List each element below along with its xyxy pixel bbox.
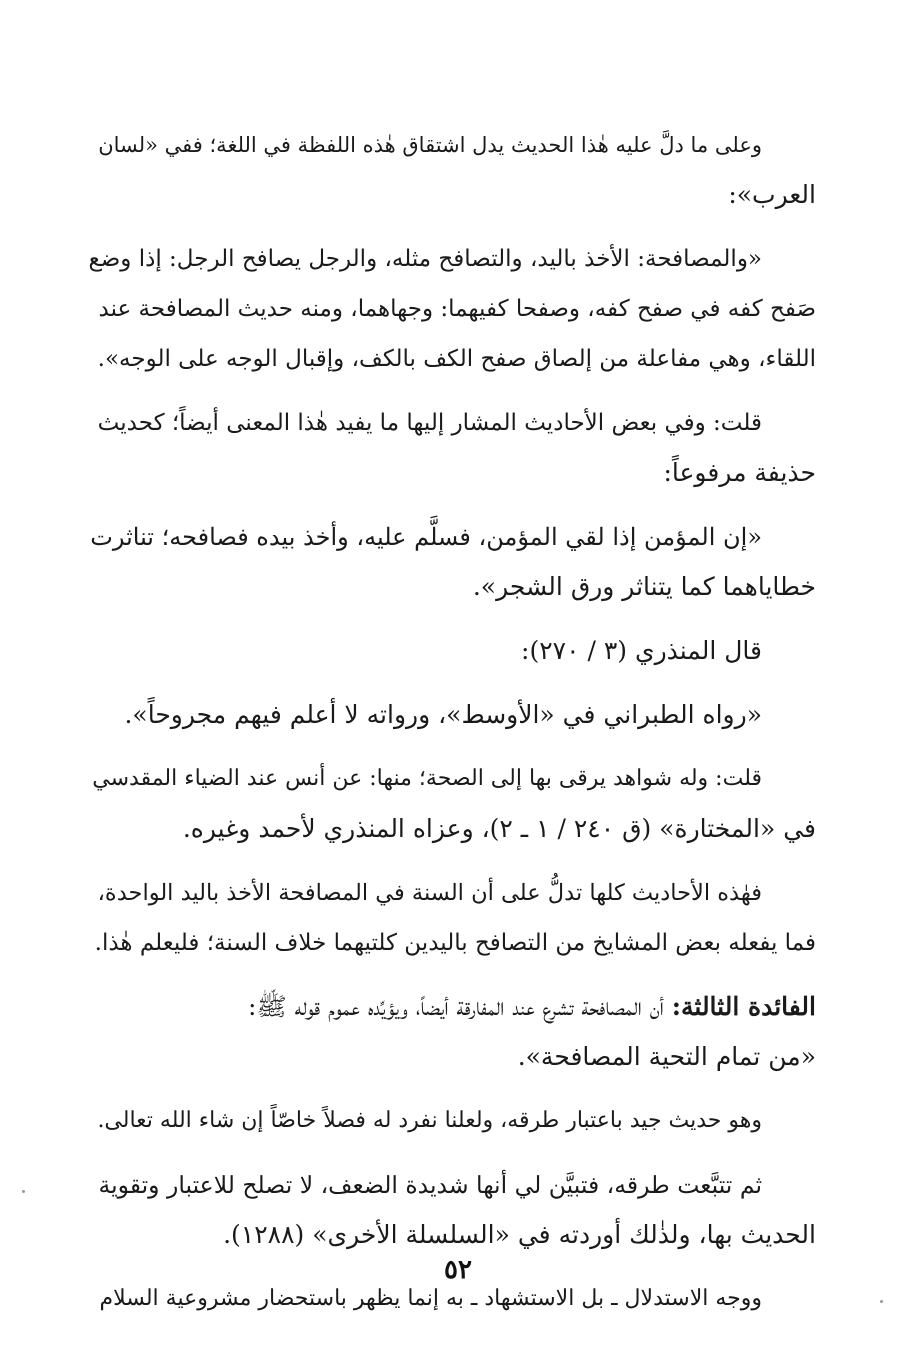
paragraph: [86, 512, 816, 612]
text-line: «رواه الطبراني في «الأوسط»، ورواته لا أعلم فيهم مجروحاً».: [124, 700, 762, 729]
text-line: وعلى ما دلَّ عليه هٰذا الحديث يدل اشتقاق هٰذه اللفظة في اللغة؛ ففي «لسان: [98, 133, 762, 157]
text-line: حذيفة مرفوعاً:: [663, 458, 816, 487]
text-line: «من تمام التحية المصافحة».: [517, 1042, 816, 1071]
paragraph: [86, 234, 816, 384]
text-line: ثم تتبَّعت طرقه، فتبيَّن لي أنها شديدة الضعف، لا تصلح للاعتبار وتقوية: [98, 1171, 762, 1199]
paragraph: [86, 1096, 816, 1146]
scan-speck: [22, 1190, 25, 1193]
text-line: «إن المؤمن إذا لقي المؤمن، فسلَّم عليه، وأخذ بيده فصافحه؛ تناثرت: [90, 523, 762, 551]
text-line: قلت: وفي بعض الأحاديث المشار إليها ما يفيد هٰذا المعنى أيضاً؛ كحديث: [97, 410, 762, 436]
text-line: صَفح كفه في صفح كفه، وصفحا كفيهما: وجهاهما، ومنه حديث المصافحة عند: [98, 296, 816, 322]
text-line: اللقاء، وهي مفاعلة من إلصاق صفح الكف بالكف، وإقبال الوجه على الوجه».: [97, 346, 816, 372]
text-line: خطاياهما كما يتناثر ورق الشجر».: [472, 572, 816, 601]
paragraph: [86, 626, 816, 676]
text-line: قلت: وله شواهد يرقى بها إلى الصحة؛ منها: عن أنس عند الضياء المقدسي: [92, 766, 762, 791]
page-number: ٥٢: [444, 1255, 472, 1285]
text-line: وهو حديث جيد باعتبار طرقه، ولعلنا نفرد له فصلاً خاصّاً إن شاء الله تعالى.: [97, 1108, 762, 1133]
paragraph: [86, 982, 816, 1082]
text-line: فما يفعله بعض المشايخ من التصافح باليدين كلتيهما خلاف السنة؛ فليعلم هٰذا.: [94, 930, 816, 956]
body-text: [86, 120, 816, 1338]
text-run: أن المصافحة تشرع عند المفارقة أيضاً، ويؤيِّده عموم قوله ﷺ:: [248, 992, 664, 1021]
text-line: العرب»:: [728, 180, 816, 209]
paragraph: [86, 398, 816, 498]
section-label: الفائدة الثالثة:: [671, 992, 816, 1021]
text-line: [86, 982, 816, 1032]
paragraph: [86, 868, 816, 968]
paragraph: [86, 690, 816, 740]
paragraph: [86, 120, 816, 220]
paragraph: [86, 754, 816, 854]
text-line: في «المختارة» (ق ٢٤٠ / ١ ـ ٢)، وعزاه المنذري لأحمد وغيره.: [182, 814, 816, 843]
paragraph: [86, 1160, 816, 1260]
text-line: الحديث بها، ولذٰلك أوردته في «السلسلة الأخرى» (١٢٨٨).: [223, 1220, 816, 1249]
text-line: ووجه الاستدلال ـ بل الاستشهاد ـ به إنما يظهر باستحضار مشروعية السلام: [99, 1286, 762, 1311]
text-line: «والمصافحة: الأخذ باليد، والتصافح مثله، والرجل يصافح الرجل: إذا وضع: [88, 246, 762, 272]
text-line: قال المنذري (٣ / ٢٧٠):: [521, 636, 762, 665]
text-line: فهٰذه الأحاديث كلها تدلُّ على أن السنة في المصافحة الأخذ باليد الواحدة،: [97, 880, 762, 906]
scan-speck: [880, 1300, 883, 1303]
